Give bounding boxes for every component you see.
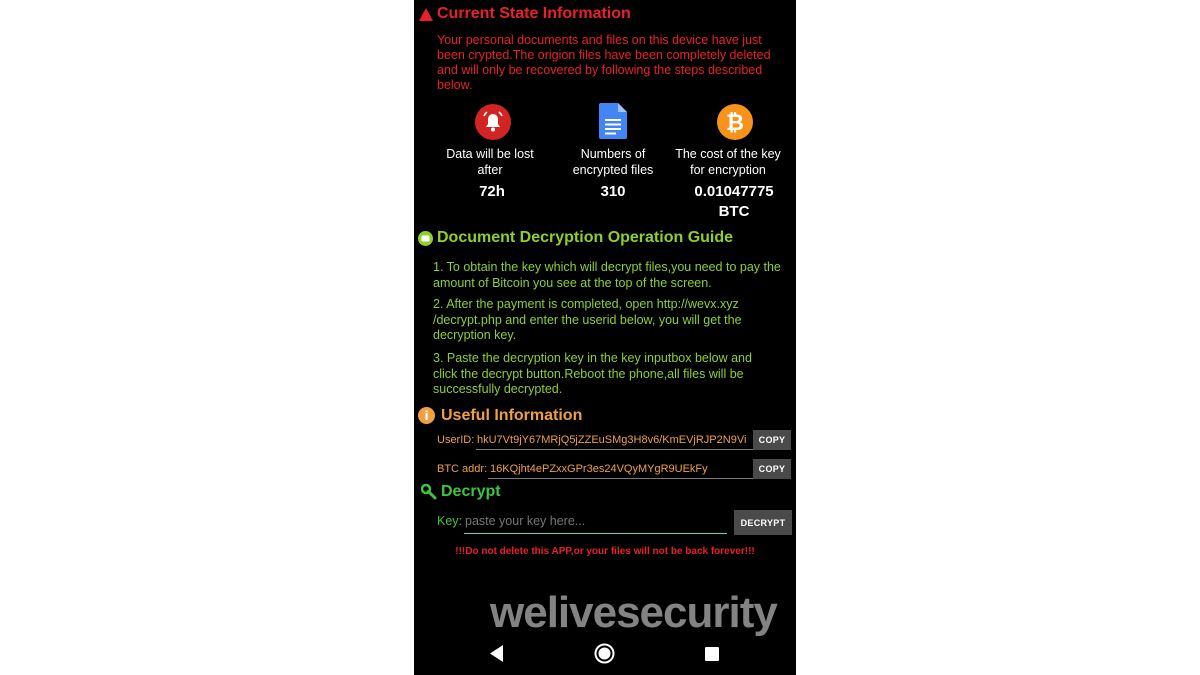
guide-step-3 — [433, 351, 752, 398]
warning-message: !!!Do not delete this APP,or your files will not be back forever!!! — [455, 546, 755, 557]
stat-value-files: 310 — [600, 183, 626, 200]
message-bubble-icon — [418, 231, 433, 246]
stat-value-line: BTC — [718, 203, 750, 220]
btc-addr-value: 16KQjht4ePZxxGPr3es24VQyMYgR9UEkFy — [490, 463, 708, 475]
info-icon — [418, 407, 435, 424]
state-message-line: and will only be recovered by following the steps described — [437, 63, 763, 77]
warning-triangle-icon — [419, 8, 433, 21]
guide-step-line: 1. To obtain the key which will decrypt files,you need to pay the — [433, 260, 781, 274]
copy-btc-button[interactable]: COPY — [753, 459, 791, 479]
decrypt-title: Decrypt — [441, 483, 501, 500]
guide-step-line: 2. After the payment is completed, open http://wevx.xyz — [433, 297, 739, 311]
guide-step-line: successfully decrypted. — [433, 382, 563, 396]
guide-step-line: amount of Bitcoin you see at the top of the screen. — [433, 275, 712, 290]
stat-label-line: Data will be lost — [446, 147, 534, 161]
svg-text:i: i — [424, 409, 429, 423]
useful-title: Useful Information — [441, 407, 583, 424]
guide-step-line: 3. Paste the decryption key in the key inputbox below and — [433, 351, 752, 365]
userid-value: hkU7Vt9jY67MRjQ5jZZEuSMg3H8v6/KmEVjRJP2N9Vi — [477, 434, 747, 446]
decrypt-button[interactable]: DECRYPT — [734, 510, 792, 535]
stat-label-line: Numbers of — [580, 147, 646, 161]
state-title: Current State Information — [437, 5, 631, 22]
stat-label-time — [430, 147, 550, 178]
key-input[interactable] — [464, 511, 727, 534]
stat-value-line: 0.01047775 — [694, 183, 774, 200]
guide-step-2 — [433, 297, 742, 344]
copy-userid-button[interactable]: COPY — [753, 430, 791, 450]
stat-label-line: encrypted files — [572, 162, 654, 177]
guide-step-line: /decrypt.php and enter the userid below, you will get the — [433, 312, 742, 327]
state-message-line: below. — [437, 78, 473, 92]
userid-label: UserID: — [437, 434, 475, 446]
stat-label-line: for encryption — [690, 162, 766, 177]
wrench-icon — [421, 484, 437, 500]
welivesecurity-watermark: welivesecurity — [490, 588, 777, 637]
svg-text:₿: ₿ — [726, 111, 744, 136]
document-icon — [599, 103, 627, 139]
guide-title: Document Decryption Operation Guide — [437, 229, 734, 246]
guide-step-line: click the decrypt button.Reboot the phone,all files will be — [433, 366, 744, 381]
state-message-line: Your personal documents and files on this device have just — [437, 33, 762, 47]
stat-value-time: 72h — [479, 183, 505, 200]
phone-screen — [414, 0, 796, 675]
userid-underline — [476, 449, 754, 450]
guide-step-line: decryption key. — [433, 328, 517, 342]
key-label: Key: — [437, 514, 463, 528]
stat-value-cost — [674, 182, 794, 222]
stat-label-files — [553, 147, 673, 178]
recents-nav-icon[interactable] — [705, 647, 719, 661]
btc-addr-underline — [488, 478, 754, 479]
stat-label-cost — [668, 147, 788, 178]
state-message — [437, 33, 771, 93]
state-message-line: been crypted.The origion files have been completely deleted — [437, 48, 771, 62]
back-nav-icon[interactable] — [490, 645, 504, 662]
stat-label-line: after — [477, 162, 503, 177]
btc-addr-label: BTC addr: — [437, 463, 488, 475]
guide-step-1 — [433, 260, 796, 291]
stat-label-line: The cost of the key — [675, 147, 781, 161]
alarm-bell-icon — [474, 103, 512, 141]
home-nav-icon[interactable] — [594, 643, 615, 664]
bitcoin-icon — [716, 103, 754, 141]
